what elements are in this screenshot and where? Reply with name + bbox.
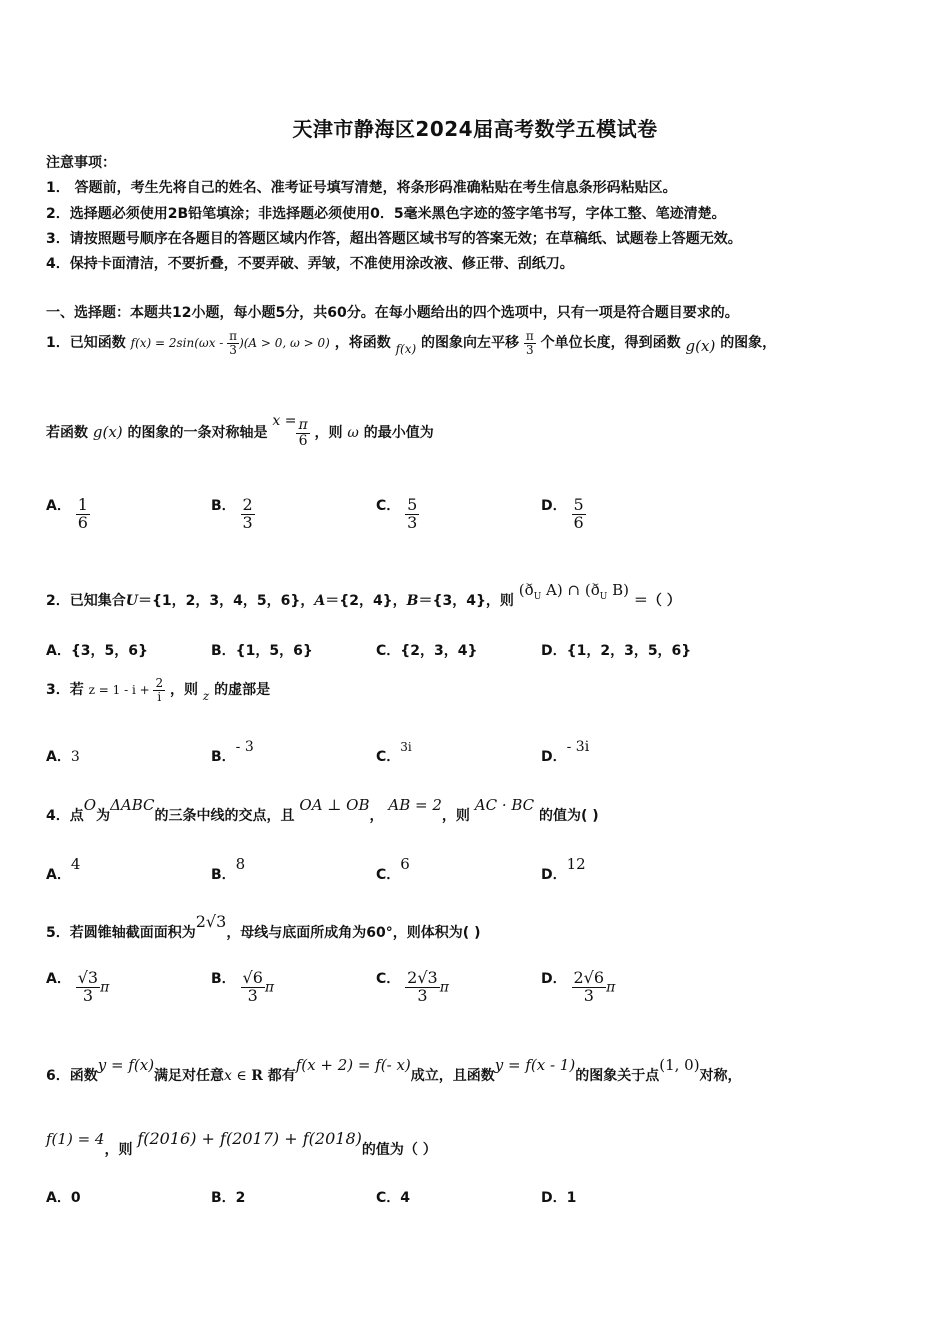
option-c[interactable]: C．4 bbox=[376, 1190, 411, 1206]
notice-heading: 注意事项： bbox=[46, 155, 116, 171]
question-1-line-2: 若函数 g(x) 的图象的一条对称轴是 x = $\frac{\pi}{6}$ ，则 ω 的最小值为 bbox=[46, 413, 434, 449]
shift-fraction: $\frac{\pi}{3}$ bbox=[525, 329, 534, 357]
option-d[interactable]: D．12 bbox=[541, 855, 586, 883]
question-6-line-2: f(1) = 4，则 f(2016) + f(2017) + f(2018)的值为（ ） bbox=[46, 1129, 437, 1158]
question-4: 4．点O为ΔABC的三条中线的交点，且 OA ⊥ OB， AB = 2，则 AC · BC 的值为( ) bbox=[46, 796, 599, 824]
section-heading: 一、选择题：本题共12小题，每小题5分，共60分。在每小题给出的四个选项中，只有一项是符合题目要求的。 bbox=[46, 305, 739, 321]
option-a[interactable]: A． $\frac{√3}{3}$ π bbox=[46, 968, 110, 1005]
option-c[interactable]: C．{2，3，4} bbox=[376, 643, 478, 659]
pi-over-3-fraction: $\frac{\pi}{3}$ bbox=[229, 329, 238, 357]
option-b[interactable]: B．{1，5，6} bbox=[211, 643, 313, 659]
option-b[interactable]: B．2 bbox=[211, 1190, 246, 1206]
option-b[interactable]: B． $\frac{2}{3}$ bbox=[211, 495, 253, 532]
question-5: 5．若圆锥轴截面面积为2√3，母线与底面所成角为60°，则体积为( ) bbox=[46, 912, 481, 941]
option-d[interactable]: D． $\frac{2√6}{3}$ π bbox=[541, 968, 616, 1005]
option-c[interactable]: C． $\frac{2√3}{3}$ π bbox=[376, 968, 449, 1005]
page-title: 天津市静海区2024届高考数学五模试卷 bbox=[292, 117, 658, 141]
question-1-line-1: 1．已知函数 f(x) = 2sin(ωx - $\frac{\pi}{3}$ )(A > 0, ω > 0) ，将函数 f(x) 的图象向左平移 $\frac{\pi}{3}$ 个单位长度，得到函数 g(x) 的图象， bbox=[46, 329, 777, 357]
option-a[interactable]: A．4 bbox=[46, 855, 81, 883]
question-3: 3．若 z = 1 - i + $\frac{2}{i}$ ，则 z 的虚部是 bbox=[46, 676, 271, 704]
question-6-line-1: 6．函数y = f(x)满足对任意x ∈ R 都有f(x + 2) = f(- x)成立，且函数y = f(x - 1)的图象关于点(1, 0)对称， bbox=[46, 1056, 742, 1084]
function-expression: f(x) = 2sin(ωx - bbox=[130, 336, 228, 351]
axis-fraction: $\frac{\pi}{6}$ bbox=[298, 417, 308, 449]
option-c[interactable]: C． $\frac{5}{3}$ bbox=[376, 495, 418, 532]
option-d[interactable]: D．{1，2，3，5，6} bbox=[541, 643, 692, 659]
option-d[interactable]: D． $\frac{5}{6}$ bbox=[541, 495, 584, 532]
notice-item: 4．保持卡面清洁，不要折叠，不要弄破、弄皱，不准使用涂改液、修正带、刮纸刀。 bbox=[46, 256, 574, 272]
option-d[interactable]: D．- 3i bbox=[541, 739, 590, 765]
option-c[interactable]: C．6 bbox=[376, 855, 410, 883]
option-a[interactable]: A． $\frac{1}{6}$ bbox=[46, 495, 88, 532]
option-d[interactable]: D．1 bbox=[541, 1190, 577, 1206]
z-expression: z = 1 - i + bbox=[88, 683, 154, 698]
option-a[interactable]: A．{3，5，6} bbox=[46, 643, 149, 659]
question-2: 2．已知集合U＝{1，2，3，4，5，6}，A＝{2，4}，B＝{3，4}，则 ($ð_U$ A) ∩ ($ð_U$ B) ＝（ ） bbox=[46, 581, 681, 609]
option-b[interactable]: B．8 bbox=[211, 855, 246, 883]
notice-item: 3．请按照题号顺序在各题目的答题区域内作答，超出答题区域书写的答案无效；在草稿纸、试题卷上答题无效。 bbox=[46, 231, 742, 247]
option-a[interactable]: A．0 bbox=[46, 1190, 81, 1206]
option-b[interactable]: B．- 3 bbox=[211, 739, 254, 765]
option-a[interactable]: A．3 bbox=[46, 749, 80, 765]
notice-item: 2．选择题必须使用2B铅笔填涂；非选择题必须使用0．5毫米黑色字迹的签字笔书写，字体工整、笔迹清楚。 bbox=[46, 206, 726, 222]
option-c[interactable]: C．3i bbox=[376, 740, 412, 765]
notice-item: 1． 答题前，考生先将自己的姓名、准考证号填写清楚，将条形码准确粘贴在考生信息条形码粘贴区。 bbox=[46, 180, 677, 196]
set-expression: ($ð_U$ A) ∩ ($ð_U$ B) bbox=[518, 581, 629, 602]
option-b[interactable]: B． $\frac{√6}{3}$ π bbox=[211, 968, 275, 1005]
